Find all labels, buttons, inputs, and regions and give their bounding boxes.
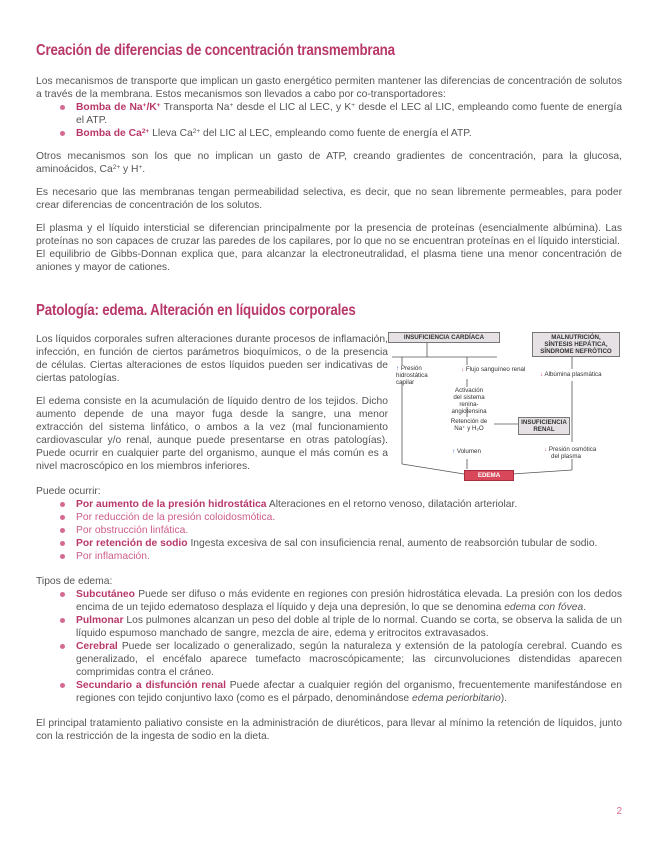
- causes-title: Puede ocurrir:: [36, 486, 101, 497]
- term: Bomba de $Ca^{2+}$: [76, 128, 150, 139]
- list-item: Por inflamación.: [60, 550, 622, 563]
- list-item: Cerebral Puede ser localizado o generalizado, según la naturaleza y extensión de la patología cerebral. Cuando es generalizado, el encéfalo aparece tumefacto macroscópicamente; las circunvoluciones distendidas aparecen comprimidas contra el cráneo.: [60, 640, 622, 679]
- list-item: Bomba de Na+/K+ Transporta Na+ desde el LIC al LEC, y K+ desde el LEC al LIC, empleando como fuente de energía el ATP.: [60, 101, 622, 127]
- list-item: Por obstrucción linfática.: [60, 524, 622, 537]
- paragraph: El plasma y el líquido intersticial se diferencian principalmente por la presencia de proteínas (esencialmente albúmina). Las proteínas no son capaces de cruzar las paredes de los capilares, por lo que no se encuentran proteínas en el líquido intersticial.: [36, 223, 622, 247]
- arrow-line: [402, 464, 464, 474]
- arrow-line: [512, 470, 572, 474]
- list-item: Por aumento de la presión hidrostática Alteraciones en el retorno venoso, dilatación arteriolar.: [60, 498, 622, 511]
- causes-list: [36, 498, 622, 563]
- list-item: Pulmonar Los pulmones alcanzan un peso del doble al triple de lo normal. Cuando se corta, se observa la salida de un líquido espumoso manchado de sangre, mezcla de aire, edema y eritrocitos extravasados.: [60, 614, 622, 640]
- list-item: Por retención de sodio Ingesta excesiva de sal con insuficiencia renal, aumento de reabsorción tubular de sodio.: [60, 537, 622, 550]
- paragraph: El principal tratamiento paliativo consiste en la administración de diuréticos, para llevar al mínimo la retención de líquidos, junto con la restricción de la ingesta de sodio en la dieta.: [36, 718, 622, 742]
- paragraph: El equilibrio de Gibbs-Donnan explica que, para alcanzar la electroneutralidad, el plasma tiene una menor concentración de aniones y mayor de cationes.: [36, 249, 622, 273]
- section-title-edema: Patología: edema. Alteración en líquidos corporales: [36, 302, 356, 319]
- box-edema: EDEMA: [464, 470, 514, 481]
- types-title: Tipos de edema:: [36, 576, 113, 587]
- pump-list: [36, 101, 622, 140]
- label-albumina: ↓ Albúmina plasmática: [540, 371, 602, 378]
- box-malnutricion: MALNUTRICIÓN, SÍNTESIS HEPÁTICA, SÍNDROME NEFRÓTICO: [532, 332, 620, 357]
- label-volumen: ↑ Volumen: [452, 448, 481, 455]
- section-title-creacion: Creación de diferencias de concentración transmembrana: [36, 42, 395, 59]
- label-activacion: Activación del sistema renina-angiotensina: [451, 387, 487, 415]
- list-item: Secundario a disfunción renal Puede afectar a cualquier región del organismo, frecuentemente manifestándose en regiones con tejido conjuntivo laxo (como es el párpado, denominándose edema periorbitario).: [60, 679, 622, 705]
- paragraph: Es necesario que las membranas tengan permeabilidad selectiva, es decir, que no sean libremente permeables, para poder crear diferencias de concentración de los solutos.: [36, 187, 622, 211]
- label-presion-hidrostatica: ↑ Presión hidrostática capilar: [396, 365, 428, 386]
- list-item: Por reducción de la presión coloidosmótica.: [60, 511, 622, 524]
- list-item: Bomba de $Ca^{2+}$ Lleva $Ca^{2+}$ del LIC al LEC, empleando como fuente de energía el ATP.: [60, 127, 622, 140]
- label-presion-osmotica: ↓ Presión osmótica del plasma: [544, 446, 597, 460]
- intro-paragraph: Los mecanismos de transporte que implican un gasto energético permiten mantener las diferencias de concentración de solutos a través de la membrana. Estos mecanismos son llevados a cabo por co-transportadores:: [36, 76, 622, 100]
- list-item: Subcutáneo Puede ser difuso o más evidente en regiones con presión hidrostática elevada. La presión con los dedos encima de un tejido edematoso desplaza el líquido y deja una depresión, lo que se denomina edema con fóvea.: [60, 588, 622, 614]
- paragraph: Otros mecanismos son los que no implican un gasto de ATP, creando gradientes de concentración, para la glucosa, aminoácidos, $Ca^{2+}$ y H+.: [36, 151, 622, 175]
- term: Bomba de Na+/K+: [76, 102, 161, 113]
- paragraph: El edema consiste en la acumulación de líquido dentro de los tejidos. Dicho aumento depende de una mayor fuga desde la sangre, una menor extracción del sistema linfático, o ambos a la vez (mal funcionamiento cardiovascular y/o renal, aunque puede presentarse en otras patologías). Puede ocurrir en cualquier parte del organismo, aunque el más común es a nivel macroscópico en los miembros inferiores.: [36, 396, 388, 472]
- edema-diagram: [382, 329, 624, 486]
- label-retencion: Retención de Na⁺ y H₂O: [450, 418, 488, 432]
- section-creacion: [36, 42, 622, 274]
- page-number: 2: [616, 806, 622, 817]
- box-insuficiencia-cardiaca: INSUFICIENCIA CARDÍACA: [388, 332, 500, 343]
- types-list: [36, 588, 622, 705]
- label-flujo-sanguineo: ↓ Flujo sanguíneo renal: [461, 366, 526, 373]
- paragraph: Los líquidos corporales sufren alteraciones durante procesos de inflamación, infección, en función de ciertos parámetros bioquímicos, o de la presencia de células. Ciertas alteraciones de estos líquidos pueden ser indicativas de ciertas patologías.: [36, 334, 388, 384]
- box-insuficiencia-renal: INSUFICIENCIA RENAL: [518, 417, 570, 435]
